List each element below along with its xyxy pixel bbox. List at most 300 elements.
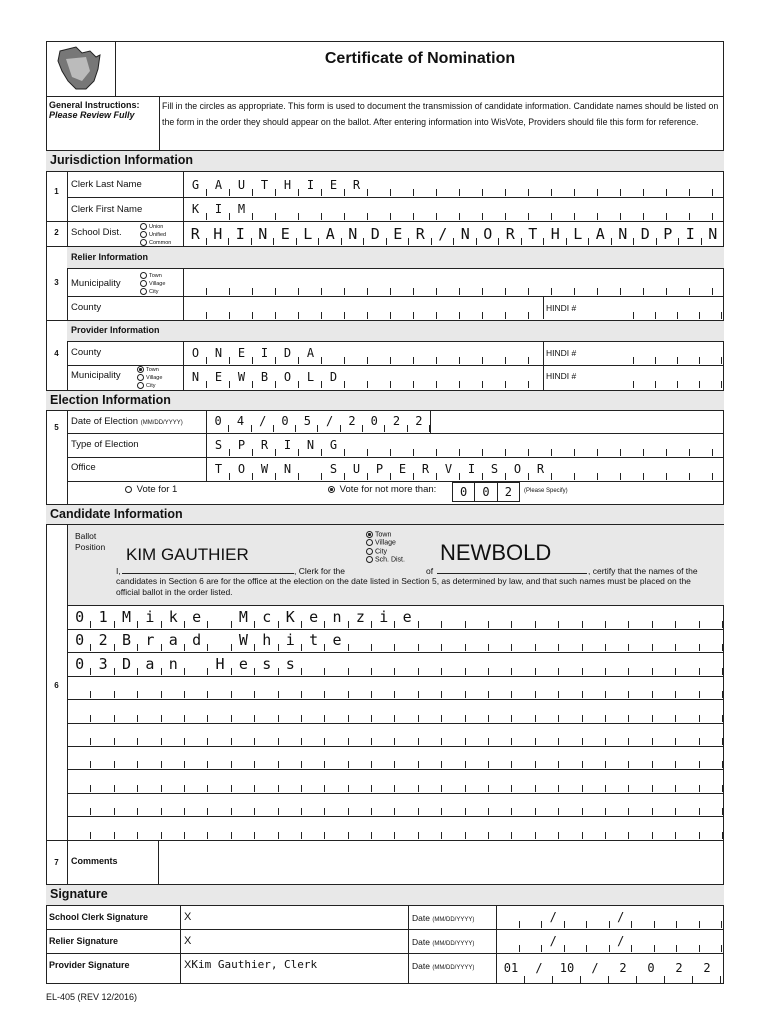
comb-cell <box>634 342 656 364</box>
certify-text: candidates in Section 6 are for the office at the election on the date listed in Section 5, as determined by law, and that such names must be placed on the official ballot in the order listed. <box>116 576 691 597</box>
comb-cell: d <box>185 629 208 651</box>
relier-muni-comb[interactable] <box>184 272 713 295</box>
comb-cell <box>460 297 483 319</box>
comb-cell <box>442 606 465 628</box>
comb-cell <box>466 606 489 628</box>
comb-cell <box>91 793 114 815</box>
comb-cell: n <box>325 606 348 628</box>
comb-cell <box>276 272 299 295</box>
provider-county-label: County <box>71 347 102 358</box>
comb-cell: I <box>679 223 702 245</box>
date-label: Date (MM/DD/YYYY) <box>412 937 475 947</box>
comb-cell: N <box>184 366 207 388</box>
comb-cell <box>325 817 348 839</box>
comb-cell <box>700 629 723 651</box>
candidate-row[interactable] <box>68 723 723 746</box>
comb-cell <box>653 606 676 628</box>
comb-cell <box>598 434 621 456</box>
comb-cell: S <box>207 434 230 456</box>
comb-cell <box>419 676 442 698</box>
comb-cell: 3 <box>91 653 114 675</box>
provider-county-comb[interactable] <box>184 342 529 364</box>
comb-cell: R <box>184 223 207 245</box>
comb-cell <box>583 629 606 651</box>
comb-cell <box>232 770 255 792</box>
provider-muni-options[interactable]: Town Village City <box>137 366 162 390</box>
comb-cell <box>629 770 652 792</box>
comb-cell <box>512 629 535 651</box>
comb-cell <box>372 746 395 768</box>
comb-cell <box>345 297 368 319</box>
comb-cell <box>372 676 395 698</box>
relier-county-label: County <box>71 302 102 313</box>
comb-cell: R <box>499 223 522 245</box>
comb-cell <box>512 606 535 628</box>
comb-cell <box>634 297 656 319</box>
comb-cell <box>138 676 161 698</box>
school-sig-date-comb[interactable] <box>497 906 722 928</box>
comb-cell <box>529 272 552 295</box>
comb-cell <box>644 434 667 456</box>
comb-cell <box>529 174 552 196</box>
comb-cell <box>442 793 465 815</box>
comb-cell <box>536 723 559 745</box>
comb-cell <box>489 653 512 675</box>
vote-count-box[interactable] <box>452 482 520 502</box>
comb-cell: 0 <box>274 411 296 432</box>
comb-cell <box>349 700 372 722</box>
comb-cell <box>575 198 598 220</box>
school-dist-comb[interactable] <box>184 223 724 245</box>
comb-cell: 2 <box>408 411 430 432</box>
comb-cell <box>529 434 552 456</box>
hindi-label: HINDI # <box>546 348 577 358</box>
office-label: Office <box>71 462 96 473</box>
comb-cell: H <box>207 223 230 245</box>
comb-cell <box>489 817 512 839</box>
comb-cell: K <box>279 606 302 628</box>
date-label: Date (MM/DD/YYYY) <box>412 913 475 923</box>
comb-cell <box>414 198 437 220</box>
comb-cell <box>372 629 395 651</box>
candidate-row[interactable] <box>68 770 723 793</box>
comb-cell: N <box>612 223 635 245</box>
comb-cell <box>115 746 138 768</box>
certify-clerk-name: KIM GAUTHIER <box>126 545 249 564</box>
comb-cell <box>606 793 629 815</box>
comb-cell: T <box>522 223 545 245</box>
comb-cell <box>466 653 489 675</box>
comb-cell <box>460 342 483 364</box>
candidate-row[interactable] <box>68 606 723 629</box>
office-comb[interactable] <box>207 458 713 480</box>
comb-cell <box>587 906 610 928</box>
comb-cell <box>583 746 606 768</box>
comb-cell <box>629 629 652 651</box>
comb-cell: s <box>279 653 302 675</box>
comb-cell <box>644 174 667 196</box>
comb-cell: e <box>325 629 348 651</box>
comb-cell <box>512 817 535 839</box>
comb-cell <box>208 770 231 792</box>
candidate-row[interactable] <box>68 676 723 699</box>
wisconsin-logo <box>46 41 116 96</box>
comb-cell <box>621 272 644 295</box>
comb-cell <box>115 676 138 698</box>
comb-cell: G <box>322 434 345 456</box>
comb-cell <box>632 906 655 928</box>
comb-cell <box>653 723 676 745</box>
comb-cell <box>162 793 185 815</box>
comb-cell: k <box>162 606 185 628</box>
vote-count-digit: 2 <box>504 485 512 499</box>
comb-cell: O <box>230 458 253 480</box>
comb-cell <box>700 653 723 675</box>
comb-cell <box>185 723 208 745</box>
comb-cell <box>232 793 255 815</box>
comb-cell: H <box>276 174 299 196</box>
election-date-comb[interactable] <box>207 411 430 432</box>
comb-cell: / <box>581 954 609 983</box>
relier-hindi-comb[interactable] <box>612 297 722 319</box>
comb-cell <box>583 606 606 628</box>
comb-cell: 2 <box>341 411 363 432</box>
comb-cell <box>612 342 634 364</box>
comb-cell <box>489 606 512 628</box>
relier-heading: Relier Information <box>71 252 149 262</box>
comb-cell: 4 <box>229 411 251 432</box>
comb-cell: 0 <box>207 411 229 432</box>
comb-cell: E <box>322 174 345 196</box>
comb-cell <box>677 930 700 952</box>
comb-cell <box>700 746 723 768</box>
comb-cell: G <box>184 174 207 196</box>
comb-cell <box>575 458 598 480</box>
comb-cell: z <box>349 606 372 628</box>
comb-cell <box>583 723 606 745</box>
comb-cell <box>559 770 582 792</box>
comb-cell <box>676 606 699 628</box>
relier-sig-date-comb[interactable] <box>497 930 722 952</box>
comb-cell <box>437 342 460 364</box>
comb-cell <box>512 723 535 745</box>
comb-cell: D <box>322 366 345 388</box>
comb-cell <box>677 906 700 928</box>
comb-cell <box>512 700 535 722</box>
provider-sig-label: Provider Signature <box>49 960 130 970</box>
vote-count-digit: 0 <box>453 483 475 501</box>
comb-cell: / <box>318 411 340 432</box>
candidate-row[interactable] <box>68 629 723 652</box>
comb-cell <box>232 700 255 722</box>
comb-cell <box>255 723 278 745</box>
school-sig-field[interactable]: X <box>184 911 192 923</box>
comb-cell: P <box>368 458 391 480</box>
comb-cell <box>466 723 489 745</box>
comb-cell <box>255 700 278 722</box>
comb-cell <box>644 458 667 480</box>
relier-county-comb[interactable] <box>184 297 529 319</box>
clerk-last-comb[interactable] <box>184 174 713 196</box>
comb-cell <box>414 366 437 388</box>
comb-cell: 2 <box>609 954 637 983</box>
comb-cell <box>372 700 395 722</box>
comb-cell <box>391 174 414 196</box>
comb-cell: 2 <box>665 954 693 983</box>
comb-cell: N <box>454 223 477 245</box>
comb-cell <box>395 770 418 792</box>
comb-cell: M <box>232 606 255 628</box>
comb-cell <box>653 676 676 698</box>
comb-cell <box>395 700 418 722</box>
comb-cell <box>345 198 368 220</box>
comb-cell <box>185 653 208 675</box>
comments-field[interactable] <box>159 841 723 883</box>
comb-cell <box>653 793 676 815</box>
hindi-label: HINDI # <box>546 303 577 313</box>
comb-cell <box>653 629 676 651</box>
comb-cell <box>299 272 322 295</box>
comb-cell: / <box>610 906 633 928</box>
comb-cell: 01 <box>497 954 525 983</box>
comb-cell <box>565 906 588 928</box>
comb-cell <box>302 723 325 745</box>
comb-cell <box>506 342 529 364</box>
comb-cell <box>559 606 582 628</box>
comb-cell <box>419 723 442 745</box>
comb-cell <box>162 770 185 792</box>
comb-cell: n <box>162 653 185 675</box>
comb-cell <box>437 434 460 456</box>
comb-cell <box>512 746 535 768</box>
comb-cell <box>185 817 208 839</box>
provider-sig-date-comb[interactable] <box>497 954 721 983</box>
comb-cell <box>678 297 700 319</box>
comb-cell <box>644 272 667 295</box>
comb-cell: 1 <box>91 606 114 628</box>
comb-cell <box>565 930 588 952</box>
relier-sig-field[interactable]: X <box>184 935 192 947</box>
provider-sig-field[interactable]: XKim Gauthier, Clerk <box>184 958 318 971</box>
comb-cell <box>279 746 302 768</box>
comb-cell <box>559 793 582 815</box>
comb-cell <box>232 676 255 698</box>
comb-cell: / <box>432 223 455 245</box>
comb-cell <box>552 458 575 480</box>
comb-cell: / <box>542 930 565 952</box>
comb-cell <box>208 746 231 768</box>
comb-cell <box>419 653 442 675</box>
comb-cell <box>520 906 543 928</box>
comb-cell <box>700 930 723 952</box>
election-heading: Election Information <box>46 391 724 410</box>
candidate-row[interactable] <box>68 653 723 676</box>
clerk-first-comb[interactable] <box>184 198 713 220</box>
comb-cell: S <box>483 458 506 480</box>
comb-cell: / <box>610 930 633 952</box>
hindi-label: HINDI # <box>546 371 577 381</box>
comb-cell <box>536 746 559 768</box>
comb-cell <box>598 198 621 220</box>
comb-cell <box>489 793 512 815</box>
vote-for-1-option[interactable]: Vote for 1 <box>125 484 177 495</box>
comb-cell <box>606 746 629 768</box>
comb-cell: s <box>255 653 278 675</box>
comb-cell <box>414 272 437 295</box>
comb-cell <box>138 700 161 722</box>
comb-cell <box>302 793 325 815</box>
comb-cell <box>489 770 512 792</box>
election-type-label: Type of Election <box>71 439 139 450</box>
certify-muni-options[interactable]: Town Village City Sch. Dist. <box>366 531 405 564</box>
comb-cell <box>138 723 161 745</box>
comb-cell: A <box>319 223 342 245</box>
comb-cell <box>700 676 723 698</box>
comb-cell: W <box>253 458 276 480</box>
comb-cell <box>345 366 368 388</box>
comb-cell <box>255 817 278 839</box>
comb-cell <box>676 746 699 768</box>
comb-cell: E <box>391 458 414 480</box>
comb-cell <box>345 342 368 364</box>
comb-cell <box>466 629 489 651</box>
comb-cell <box>506 174 529 196</box>
comb-cell <box>184 297 207 319</box>
comb-cell <box>700 817 723 839</box>
candidate-row[interactable] <box>68 746 723 769</box>
comb-cell: 0 <box>68 606 91 628</box>
comb-cell <box>442 700 465 722</box>
comb-cell <box>368 366 391 388</box>
comb-cell <box>437 297 460 319</box>
comb-cell: I <box>229 223 252 245</box>
comb-cell: 0 <box>68 629 91 651</box>
comb-cell <box>676 653 699 675</box>
comb-cell <box>395 746 418 768</box>
comb-cell <box>536 770 559 792</box>
comb-cell <box>676 770 699 792</box>
comb-cell <box>322 297 345 319</box>
comb-cell: 5 <box>296 411 318 432</box>
comb-cell <box>621 458 644 480</box>
comb-cell <box>279 817 302 839</box>
comb-cell <box>629 746 652 768</box>
vote-not-more-option[interactable]: Vote for not more than: <box>328 484 436 495</box>
candidate-row[interactable] <box>68 700 723 723</box>
comb-cell <box>552 198 575 220</box>
candidate-row[interactable] <box>68 793 723 816</box>
comb-cell <box>655 906 678 928</box>
comb-cell <box>391 198 414 220</box>
comb-cell <box>621 434 644 456</box>
provider-muni-hindi-comb[interactable] <box>612 366 722 388</box>
comb-cell <box>208 606 231 628</box>
comb-cell <box>466 817 489 839</box>
comb-cell <box>372 770 395 792</box>
comments-label: Comments <box>71 856 118 866</box>
comb-cell <box>68 746 91 768</box>
comb-cell <box>279 793 302 815</box>
comb-cell: i <box>279 629 302 651</box>
candidate-row[interactable] <box>68 817 723 840</box>
comb-cell <box>667 458 690 480</box>
provider-county-hindi-comb[interactable] <box>612 342 722 364</box>
comb-cell <box>489 723 512 745</box>
comb-cell: 2 <box>91 629 114 651</box>
comb-cell <box>68 770 91 792</box>
comb-cell: D <box>115 653 138 675</box>
comb-cell <box>690 434 713 456</box>
comb-cell <box>583 817 606 839</box>
relier-muni-options[interactable]: Town Village City <box>140 272 165 296</box>
comb-cell <box>437 272 460 295</box>
comb-cell <box>302 746 325 768</box>
comb-cell: N <box>342 223 365 245</box>
election-type-comb[interactable] <box>207 434 713 456</box>
comb-cell <box>302 817 325 839</box>
comb-cell <box>414 342 437 364</box>
comb-cell <box>653 746 676 768</box>
comb-cell: M <box>115 606 138 628</box>
comb-cell <box>552 174 575 196</box>
comb-cell <box>162 746 185 768</box>
comb-cell <box>606 653 629 675</box>
comb-cell: W <box>232 629 255 651</box>
comb-cell <box>232 746 255 768</box>
comb-cell: R <box>253 434 276 456</box>
comb-cell <box>598 174 621 196</box>
comb-cell <box>368 198 391 220</box>
comb-cell <box>255 793 278 815</box>
comb-cell <box>700 342 722 364</box>
comb-cell <box>372 653 395 675</box>
comb-cell <box>414 297 437 319</box>
comb-cell: E <box>387 223 410 245</box>
wisconsin-map-icon <box>46 41 116 96</box>
comb-cell <box>372 817 395 839</box>
comb-cell <box>460 198 483 220</box>
school-dist-options[interactable]: Union Unified Common <box>140 223 171 247</box>
comb-cell <box>253 198 276 220</box>
comb-cell <box>185 793 208 815</box>
provider-muni-comb[interactable] <box>184 366 529 388</box>
comb-cell <box>91 770 114 792</box>
comb-cell <box>162 817 185 839</box>
comb-cell <box>368 174 391 196</box>
comb-cell <box>460 272 483 295</box>
comb-cell <box>276 198 299 220</box>
comb-cell <box>395 817 418 839</box>
comb-cell <box>208 700 231 722</box>
comb-cell <box>372 793 395 815</box>
comb-cell <box>322 272 345 295</box>
comb-cell <box>678 366 700 388</box>
comb-cell <box>419 700 442 722</box>
comb-cell <box>559 676 582 698</box>
relier-heading-bg <box>67 247 724 268</box>
comb-cell <box>621 198 644 220</box>
comb-cell: L <box>297 223 320 245</box>
comb-cell <box>583 770 606 792</box>
comb-cell <box>391 297 414 319</box>
comb-cell <box>512 793 535 815</box>
comb-cell <box>583 793 606 815</box>
comb-cell <box>559 700 582 722</box>
comb-cell <box>395 676 418 698</box>
comb-cell: E <box>230 342 253 364</box>
comb-cell <box>629 817 652 839</box>
comb-cell <box>325 653 348 675</box>
